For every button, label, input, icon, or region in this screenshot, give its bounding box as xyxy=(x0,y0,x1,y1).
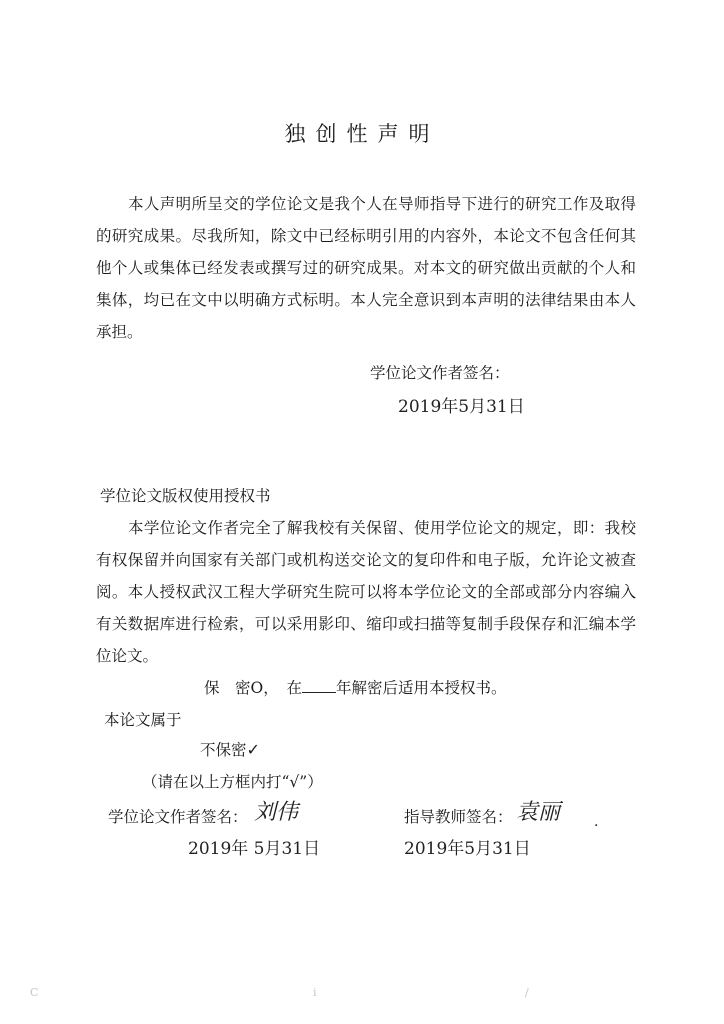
not-secret-label: 不保密 xyxy=(200,741,247,759)
advisor-signature-label: 指导教师签名： xyxy=(404,808,513,826)
advisor-signature-dot: · xyxy=(594,818,599,834)
footer-mark-right: / xyxy=(525,986,529,999)
footer-mark-left: C xyxy=(30,986,39,999)
check-mark-icon: ✓ xyxy=(246,740,260,759)
declaration-signature-label: 学位论文作者签名： xyxy=(370,364,510,382)
footer-mark-middle: i xyxy=(313,986,317,999)
secret-mid-text: ， 在 xyxy=(263,679,302,697)
instruction-text: （请在以上方框内打“√”） xyxy=(142,773,323,791)
secret-line xyxy=(204,676,507,698)
secret-tail-text: 年解密后适用本授权书。 xyxy=(336,679,507,697)
advisor-date: 2019年5月31日 xyxy=(404,839,531,859)
declaration-body xyxy=(96,188,636,348)
declaration-title: 独创性声明 xyxy=(284,122,440,146)
author-signature-label: 学位论文作者签名： xyxy=(108,808,248,826)
author-signature: 刘伟 xyxy=(254,800,299,825)
author-date: 2019年 5月31日 xyxy=(188,839,321,859)
secret-year-blank xyxy=(302,678,336,693)
authorization-text: 本学位论文作者完全了解我校有关保留、使用学位论文的规定，即：我校有权保留并向国家有关部门或机构送交论文的复印件和电子版，允许论文被查阅。本人授权武汉工程大学研究生院可以将本学位论文的全部或部分内容编入有关数据库进行检索，可以采用影印、缩印或扫描等复制手段保存和汇编本学位论文。 xyxy=(96,519,636,665)
belongs-label: 本论文属于 xyxy=(104,711,182,729)
declaration-text: 本人声明所呈交的学位论文是我个人在导师指导下进行的研究工作及取得的研究成果。尽我所知，除文中已经标明引用的内容外，本论文不包含任何其他个人或集体已经发表或撰写过的研究成果。对本文的研究做出贡献的个人和集体，均已在文中以明确方式标明。本人完全意识到本声明的法律结果由本人承担。 xyxy=(96,195,636,341)
not-secret-line xyxy=(200,738,260,760)
advisor-signature: 袁丽 xyxy=(516,800,561,825)
authorization-title: 学位论文版权使用授权书 xyxy=(100,487,271,505)
secret-checkbox: O xyxy=(250,679,264,697)
authorization-body xyxy=(96,512,636,672)
secret-label: 保 密 xyxy=(204,679,251,697)
declaration-date: 2019年5月31日 xyxy=(398,397,525,417)
